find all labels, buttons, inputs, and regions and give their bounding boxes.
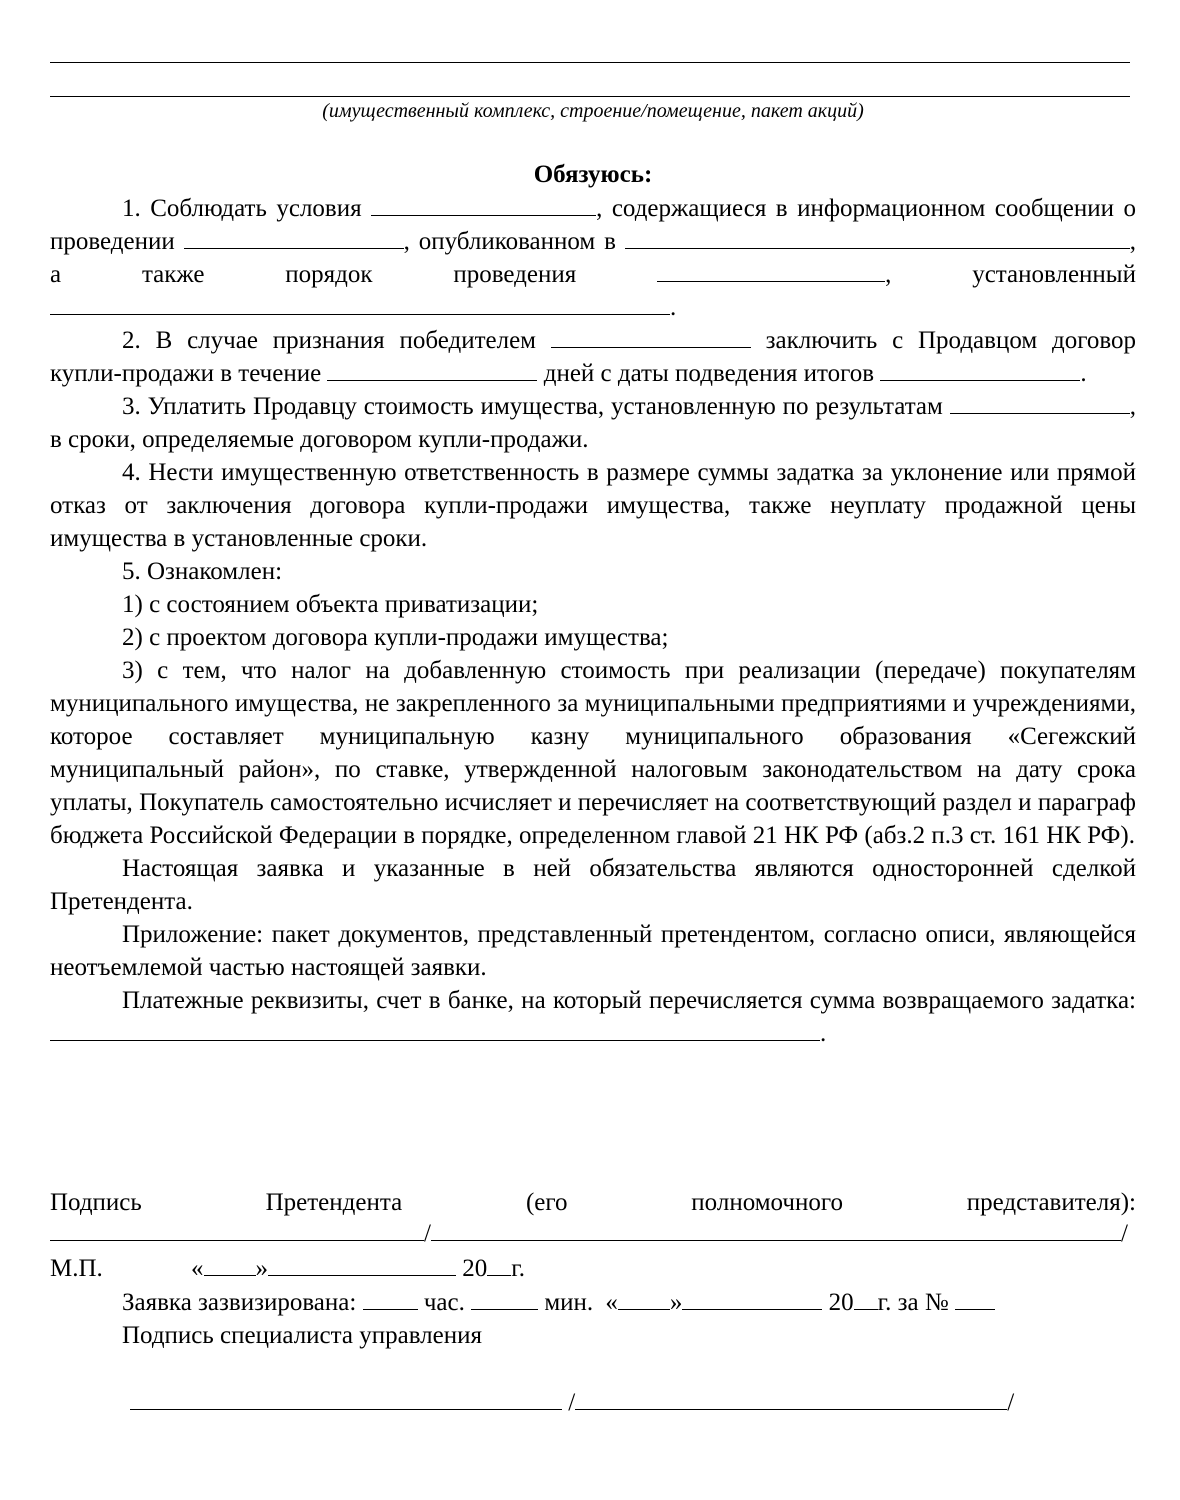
blank-visa-number [955,1287,995,1310]
visa-line: Заявка зазвизирована: час. мин. « » 20 г. за № [122,1286,995,1319]
obligation-item-5: 5. Ознакомлен: [122,558,283,585]
obligation-item-3: 3. Уплатить Продавцу стоимость имущества, установленную по результатам , в сроки, определяемые договором купли-продажи. [50,393,1136,453]
obligations-body [50,192,1136,1050]
blank-visa-day [618,1287,670,1310]
blank-applicant-name [431,1218,1121,1241]
obligation-item-4: 4. Нести имущественную ответственность в размере суммы задатка за уклонение или прямой отказ от заключения договора купли-продажи имущества, также неуплату продажной цены имущества в установленные сроки. [50,459,1136,552]
blank-specialist-name [575,1387,1007,1410]
applicant-signature-label: Подпись Претендента (его полномочного представителя): [50,1189,1136,1216]
blank-month [268,1253,456,1276]
blank-visa-year [854,1287,878,1310]
top-blank-line-2 [50,96,1130,97]
blank-days [327,358,537,381]
seal-date-line: М.П. « » 20 г. [50,1255,525,1282]
specialist-signature-line: / / [130,1386,1014,1419]
blank-applicant-signature [50,1218,424,1241]
top-blank-line-1 [50,62,1130,63]
blank-procedure-type [657,259,885,282]
blank-payment-details [50,1018,820,1041]
payment-details-paragraph: Платежные реквизиты, счет в банке, на который перечисляется сумма возвращаемого задатка: . [50,984,1136,1050]
obligations-title: Обязуюсь: [533,161,653,188]
obligation-item-5-2: 2) с проектом договора купли-продажи имущества; [122,624,669,651]
blank-established-by [50,292,670,315]
obligation-item-5-3: 3) с тем, что налог на добавленную стоимость при реализации (передаче) покупателям муниципального имущества, не закрепленного за муниципальными предприятиями и учреждениями, которое составляет муниципальную казну муниципального образования «Сегежский муниципальный район», по ставке, утвержденной налоговым законодательством на дату срока уплаты, Покупатель самостоятельно исчисляет и перечисляет на соответствующий раздел и параграф бюджета Российской Федерации в порядке, определенном главой 21 НК РФ (абз.2 п.3 ст. 161 НК РФ). [50,657,1136,849]
property-type-caption: (имущественный комплекс, строение/помещение, пакет акций) [322,100,864,122]
attachment-paragraph: Приложение: пакет документов, представленный претендентом, согласно описи, являющейся неотъемлемой частью настоящей заявки. [50,921,1136,981]
blank-winner-of [551,325,751,348]
applicant-signature-line: / / [50,1217,1128,1250]
blank-publication [625,226,1130,249]
unilateral-paragraph: Настоящая заявка и указанные в ней обязательства являются односторонней сделкой Претендента. [50,855,1136,915]
seal-label: М.П. [50,1255,103,1282]
blank-hours [363,1287,418,1310]
obligation-item-5-1: 1) с состоянием объекта приватизации; [122,591,539,618]
specialist-signature-label: Подпись специалиста управления [122,1322,483,1349]
blank-year [487,1253,511,1276]
blank-conditions [371,193,596,216]
obligation-item-2: 2. В случае признания победителем заключить с Продавцом договор купли-продажи в течение дней с даты подведения итогов . [50,327,1136,387]
blank-minutes [471,1287,538,1310]
blank-day [204,1253,256,1276]
blank-results-of [880,358,1080,381]
obligation-item-1: 1. Соблюдать условия , содержащиеся в информационном сообщении о проведении , опубликованном в , а также порядок проведения , установленный . [50,195,1137,321]
blank-visa-month [682,1287,822,1310]
visa-label: Заявка зазвизирована: [122,1289,357,1316]
blank-results-procedure [950,391,1130,414]
blank-specialist-signature [130,1387,562,1410]
blank-procedure-name [184,226,404,249]
